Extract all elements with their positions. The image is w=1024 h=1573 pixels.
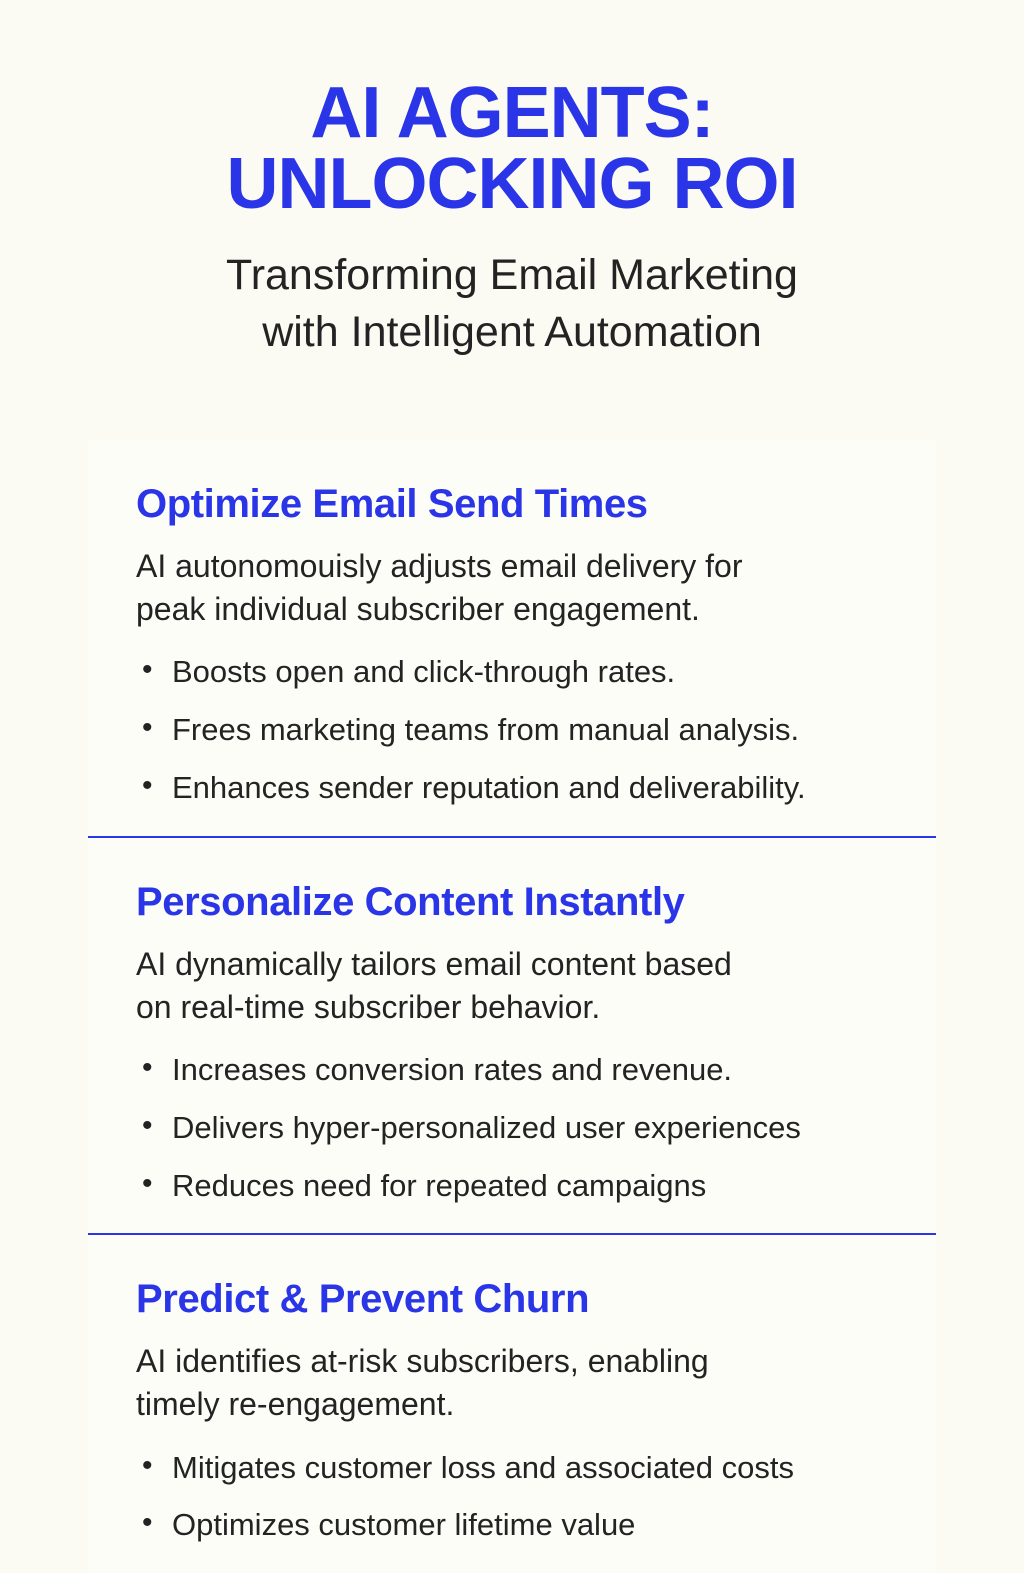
page-title-line-2: UNLOCKING ROI bbox=[226, 143, 798, 224]
list-item: • Frees marketing teams from manual analysis. bbox=[136, 711, 918, 769]
section-heading: Personalize Content Instantly bbox=[136, 879, 685, 924]
list-item: • Enhances sender reputation and deliverability. bbox=[136, 769, 918, 810]
section-bullet-list bbox=[136, 653, 918, 809]
list-item: • Reduces need for repeated campaigns bbox=[136, 1167, 918, 1208]
section-description-line-1: AI autonomouisly adjusts email delivery for bbox=[136, 548, 743, 584]
section-description bbox=[136, 1340, 918, 1426]
section-description-line-2: on real-time subscriber behavior. bbox=[136, 988, 601, 1025]
section-description-line-2: timely re-engagement. bbox=[136, 1386, 455, 1423]
section-description bbox=[136, 545, 918, 631]
list-item: • Optimizes customer lifetime value bbox=[136, 1506, 918, 1547]
section-description-line-1: AI dynamically tailors email content based bbox=[136, 945, 732, 982]
page-subtitle-line-2: with Intelligent Automation bbox=[262, 308, 762, 357]
list-item: • Mitigates customer loss and associated costs bbox=[136, 1449, 918, 1507]
section-bullet-list bbox=[136, 1051, 918, 1207]
section-personalize-content-instantly bbox=[88, 838, 936, 1234]
sections-container bbox=[88, 440, 936, 1573]
page-subtitle bbox=[60, 247, 964, 361]
list-item: • Increases conversion rates and revenue. bbox=[136, 1051, 918, 1109]
page-title-line-1: AI AGENTS: bbox=[310, 73, 714, 153]
section-heading: Predict & Prevent Churn bbox=[136, 1277, 590, 1322]
header bbox=[0, 0, 1024, 361]
section-description-line-2: peak individual subscriber engagement. bbox=[136, 591, 700, 628]
list-item: • Boosts open and click-through rates. bbox=[136, 653, 918, 711]
page-title bbox=[40, 73, 984, 224]
list-item: • Delivers hyper-personalized user experiences bbox=[136, 1109, 918, 1167]
section-description bbox=[136, 943, 918, 1029]
section-heading: Optimize Email Send Times bbox=[136, 482, 648, 526]
page-subtitle-line-1: Transforming Email Marketing bbox=[226, 251, 798, 300]
section-bullet-list bbox=[136, 1449, 918, 1548]
section-optimize-email-send-times bbox=[88, 440, 936, 836]
section-description-line-1: AI identifies at-risk subscribers, enabling bbox=[136, 1343, 709, 1380]
section-predict-prevent-churn bbox=[88, 1235, 936, 1573]
